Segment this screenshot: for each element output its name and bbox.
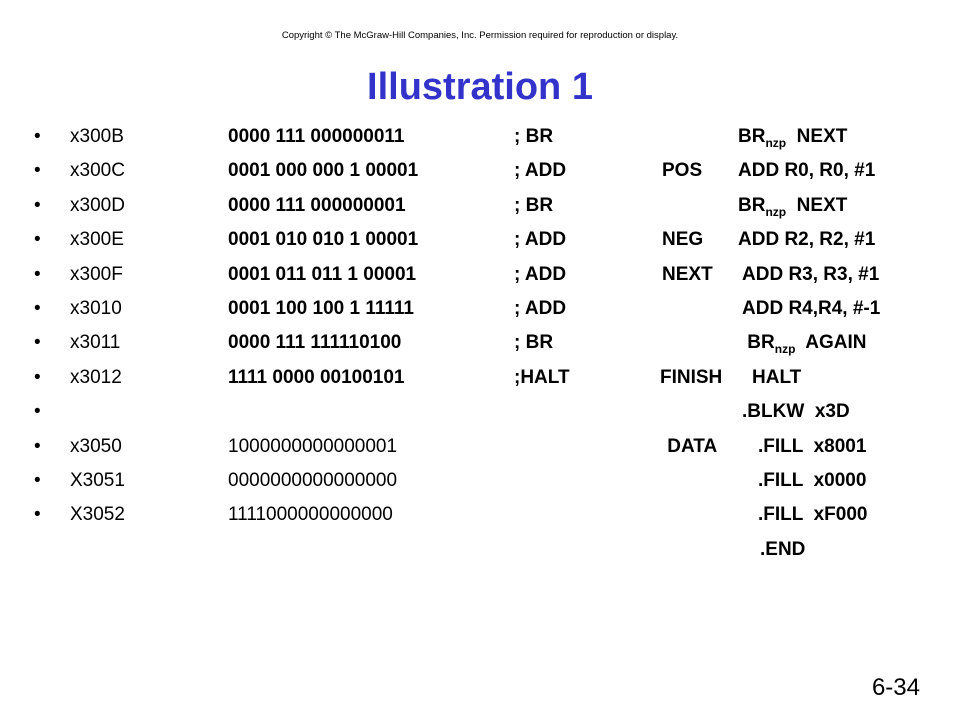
bullet: • — [34, 229, 41, 251]
opcode-comment: ; ADD — [514, 160, 567, 182]
listing-row — [0, 395, 960, 429]
machine-code: 0001 010 010 1 00001 — [228, 229, 419, 251]
assembly-directive: .BLKW x3D — [742, 401, 850, 423]
bullet: • — [34, 126, 41, 147]
address: x3050 — [70, 435, 122, 457]
opcode-comment: ; BR — [514, 332, 554, 354]
address: x300F — [70, 263, 123, 285]
machine-code: 0000 111 111110100 — [228, 332, 402, 354]
assembly-label: NEXT — [662, 263, 713, 285]
listing-row — [0, 430, 960, 464]
address: x300E — [70, 229, 124, 251]
assembly-instruction: $BR_{nzp}$ AGAIN — [742, 332, 867, 357]
opcode-comment: ; ADD — [514, 263, 567, 285]
assembly-label: POS — [662, 160, 703, 182]
machine-code: 0001 000 000 1 00001 — [228, 160, 419, 182]
bullet: • — [34, 504, 41, 526]
machine-code: 0000000000000000 — [228, 469, 398, 491]
machine-code: 1111000000000000 — [228, 504, 393, 526]
address: x3010 — [70, 297, 122, 319]
bullet: • — [34, 401, 41, 423]
assembly-instruction: ADD R2, R2, #1 — [738, 229, 876, 251]
opcode-comment: ; BR — [514, 126, 554, 147]
bullet: • — [34, 366, 41, 388]
end-directive: .END — [760, 538, 806, 560]
bullet: • — [34, 469, 41, 491]
machine-code: 0000 111 000000001 — [228, 194, 406, 216]
address: X3052 — [70, 504, 125, 526]
bullet: • — [34, 160, 41, 182]
assembly-instruction: $BR_{nzp}$ NEXT — [738, 194, 848, 219]
assembly-label: DATA — [662, 435, 718, 457]
listing-row — [0, 223, 960, 257]
assembly-instruction: ADD R4,R4, #-1 — [742, 297, 881, 319]
assembly-instruction: ADD R0, R0, #1 — [738, 160, 876, 182]
address: x3012 — [70, 366, 122, 388]
bullet: • — [34, 297, 41, 319]
assembly-instruction: ADD R3, R3, #1 — [742, 263, 880, 285]
listing-row — [0, 154, 960, 188]
slide-title: Illustration 1 — [367, 66, 593, 108]
address: x3011 — [70, 332, 121, 354]
assembly-directive: .FILL xF000 — [758, 504, 868, 526]
copyright-notice: Copyright © The McGraw-Hill Companies, Inc. Permission required for reproduction or display. — [281, 30, 679, 41]
opcode-comment: ; ADD — [514, 297, 567, 319]
address: x300D — [70, 194, 125, 216]
machine-code: 0000 111 000000011 — [228, 126, 405, 147]
listing-row — [0, 258, 960, 292]
program-listing — [0, 120, 960, 567]
machine-code: 0001 011 011 1 00001 — [228, 263, 417, 285]
address: x300C — [70, 160, 125, 182]
listing-row — [0, 292, 960, 326]
assembly-instruction: $BR_{nzp}$ NEXT — [738, 126, 848, 150]
bullet: • — [34, 332, 41, 354]
machine-code: 0001 100 100 1 11111 — [228, 297, 414, 319]
listing-row — [0, 361, 960, 395]
bullet: • — [34, 194, 41, 216]
assembly-directive: .FILL x0000 — [758, 469, 867, 491]
listing-row — [0, 498, 960, 532]
listing-row — [0, 189, 960, 223]
bullet: • — [34, 263, 41, 285]
opcode-comment: ; ADD — [514, 229, 567, 251]
assembly-label: NEG — [662, 229, 704, 251]
machine-code: 1000000000000001 — [228, 435, 398, 457]
opcode-comment: ; BR — [514, 194, 554, 216]
address: X3051 — [70, 469, 125, 491]
machine-code: 1111 0000 00100101 — [228, 366, 405, 388]
opcode-comment: ;HALT — [514, 366, 570, 388]
page-number: 6-34 — [871, 674, 920, 701]
listing-row — [0, 326, 960, 360]
assembly-directive: .FILL x8001 — [758, 435, 867, 457]
listing-row — [0, 533, 960, 567]
address: x300B — [70, 126, 124, 147]
bullet: • — [34, 435, 41, 457]
assembly-instruction: HALT — [752, 366, 802, 388]
listing-row — [0, 120, 960, 154]
listing-row — [0, 464, 960, 498]
assembly-label: FINISH — [660, 366, 723, 388]
